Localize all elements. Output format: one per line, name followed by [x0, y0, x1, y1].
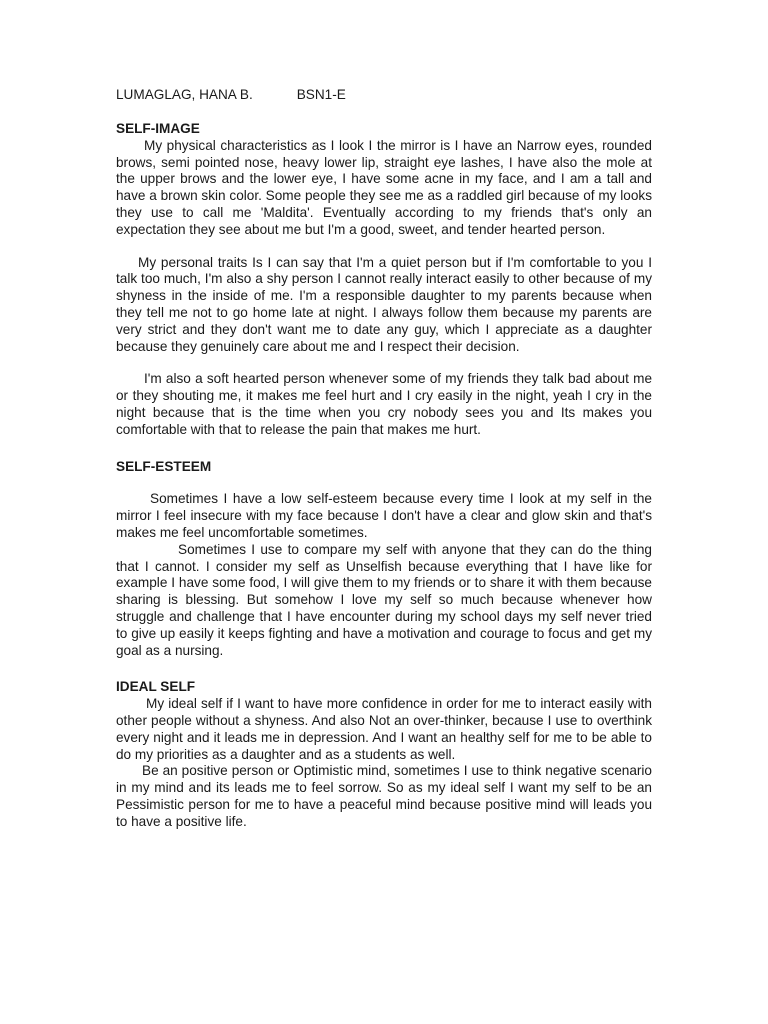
paragraph-self-image-1: My physical characteristics as I look I the mirror is I have an Narrow eyes, rounded brows, semi pointed nose, heavy lower lip, straight eye lashes, I have also the mole at the upper brows and the lower eye, I have some acne in my face, and I am a tall and have a brown skin color. Some people they see me as a raddled girl because of my looks they use to call me 'Maldita'. Eventually according to my friends that's only an expectation they see about me but I'm a good, sweet, and tender hearted person. — [116, 137, 652, 237]
paragraph-self-image-3: I'm also a soft hearted person whenever some of my friends they talk bad about me or they shouting me, it makes me feel hurt and I cry easily in the night, yeah I cry in the night because that is the time when you cry nobody sees you and Its makes you comfortable with that to release the pain that makes me hurt. — [116, 371, 652, 437]
paragraph-ideal-self-1: My ideal self if I want to have more confidence in order for me to interact easily with other people without a shyness. And also Not an over-thinker, because I use to overthink every night and it leads me in depression. And I want an healthy self for me to be able to do my priorities as a daughter and as a students as well. — [116, 696, 652, 762]
student-section: BSN1-E — [296, 87, 346, 102]
section-heading-ideal-self: IDEAL SELF — [116, 679, 196, 695]
section-heading-self-image: SELF-IMAGE — [116, 121, 200, 136]
document-header — [116, 87, 652, 106]
student-name: LUMAGLAG, HANA B. — [116, 87, 253, 102]
paragraph-self-esteem-2: Sometimes I use to compare my self with anyone that they can do the thing that I cannot. I consider my self as Unselfish because everything that I have like for example I have some food, I will give them to my friends or to share it with them because sharing is blessing. But somehow I love my self so much because whenever how struggle and challenge that I have encounter during my school days my self never tried to give up easily it keeps fighting and have a motivation and courage to focus and get my goal as a nursing. — [116, 541, 652, 658]
paragraph-ideal-self-2: Be an positive person or Optimistic mind, sometimes I use to think negative scenario in my mind and its leads me to feel sorrow. So as my ideal self I want my self to be an Pessimistic person for me to have a peaceful mind because positive mind will leads you to have a positive life. — [116, 763, 652, 829]
paragraph-self-esteem-1: Sometimes I have a low self-esteem because every time I look at my self in the mirror I feel insecure with my face because I don't have a clear and glow skin and that's makes me feel uncomfortable sometimes. — [116, 491, 652, 540]
document-page — [116, 87, 652, 830]
paragraph-self-image-2: My personal traits Is I can say that I'm a quiet person but if I'm comfortable to you I talk too much, I'm also a shy person I cannot really interact easily to other because of my shyness in the inside of me. I'm a responsible daughter to my parents because when they tell me not to go home late at night. I always follow them because my parents are very strict and they don't want me to date any guy, which I appreciate as a daughter because they genuinely care about me and I respect their decision. — [116, 254, 652, 354]
section-heading-self-esteem: SELF-ESTEEM — [116, 458, 212, 474]
